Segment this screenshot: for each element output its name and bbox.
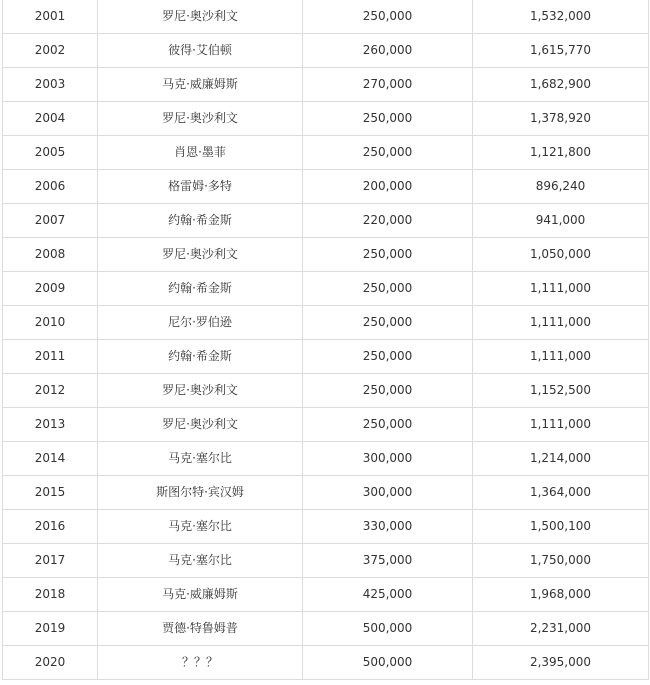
prize-cell: 375,000 [303,544,473,578]
year-cell: 2011 [3,340,98,374]
year-cell: 2018 [3,578,98,612]
total-purse-cell: 1,111,000 [473,408,649,442]
prize-table [2,0,649,680]
prize-cell: 200,000 [303,170,473,204]
table-row [3,170,649,204]
total-purse-cell: 1,152,500 [473,374,649,408]
year-cell: 2014 [3,442,98,476]
prize-cell: 300,000 [303,442,473,476]
total-purse-cell: 1,532,000 [473,0,649,34]
year-cell: 2010 [3,306,98,340]
table-row [3,0,649,34]
prize-cell: 330,000 [303,510,473,544]
table-row [3,34,649,68]
prize-cell: 425,000 [303,578,473,612]
total-purse-cell: 1,682,900 [473,68,649,102]
champion-cell: ？？？ [98,646,303,680]
prize-cell: 500,000 [303,612,473,646]
champion-cell: 贾德·特鲁姆普 [98,612,303,646]
champion-cell: 马克·威廉姆斯 [98,578,303,612]
table-row [3,272,649,306]
year-cell: 2013 [3,408,98,442]
table-body [3,0,649,680]
total-purse-cell: 896,240 [473,170,649,204]
prize-cell: 250,000 [303,272,473,306]
prize-cell: 250,000 [303,102,473,136]
total-purse-cell: 2,395,000 [473,646,649,680]
total-purse-cell: 1,111,000 [473,272,649,306]
year-cell: 2004 [3,102,98,136]
total-purse-cell: 1,750,000 [473,544,649,578]
table-row [3,646,649,680]
table-row [3,578,649,612]
champion-cell: 格雷姆·多特 [98,170,303,204]
year-cell: 2015 [3,476,98,510]
prize-cell: 250,000 [303,306,473,340]
prize-cell: 250,000 [303,0,473,34]
table-row [3,442,649,476]
year-cell: 2009 [3,272,98,306]
champion-cell: 马克·塞尔比 [98,544,303,578]
champion-cell: 罗尼·奥沙利文 [98,0,303,34]
table-row [3,136,649,170]
total-purse-cell: 1,364,000 [473,476,649,510]
champion-cell: 约翰·希金斯 [98,272,303,306]
table-row [3,306,649,340]
table-row [3,102,649,136]
year-cell: 2008 [3,238,98,272]
prize-cell: 250,000 [303,374,473,408]
table-row [3,408,649,442]
year-cell: 2006 [3,170,98,204]
total-purse-cell: 1,121,800 [473,136,649,170]
year-cell: 2019 [3,612,98,646]
total-purse-cell: 1,111,000 [473,306,649,340]
total-purse-cell: 1,050,000 [473,238,649,272]
champion-cell: 彼得·艾伯顿 [98,34,303,68]
prize-cell: 260,000 [303,34,473,68]
year-cell: 2002 [3,34,98,68]
table-row [3,204,649,238]
prize-cell: 220,000 [303,204,473,238]
table-row [3,374,649,408]
prize-cell: 250,000 [303,136,473,170]
total-purse-cell: 1,968,000 [473,578,649,612]
prize-cell: 250,000 [303,408,473,442]
prize-cell: 500,000 [303,646,473,680]
total-purse-cell: 1,500,100 [473,510,649,544]
champion-cell: 罗尼·奥沙利文 [98,374,303,408]
year-cell: 2001 [3,0,98,34]
champion-cell: 罗尼·奥沙利文 [98,102,303,136]
total-purse-cell: 1,615,770 [473,34,649,68]
table-row [3,612,649,646]
champion-cell: 马克·塞尔比 [98,442,303,476]
champion-cell: 约翰·希金斯 [98,204,303,238]
champion-cell: 约翰·希金斯 [98,340,303,374]
champion-cell: 马克·威廉姆斯 [98,68,303,102]
prize-cell: 270,000 [303,68,473,102]
table-row [3,476,649,510]
year-cell: 2017 [3,544,98,578]
year-cell: 2003 [3,68,98,102]
champion-cell: 罗尼·奥沙利文 [98,408,303,442]
table-row [3,238,649,272]
year-cell: 2007 [3,204,98,238]
table-row [3,544,649,578]
champion-cell: 斯图尔特·宾汉姆 [98,476,303,510]
champion-cell: 尼尔·罗伯逊 [98,306,303,340]
total-purse-cell: 1,378,920 [473,102,649,136]
total-purse-cell: 1,111,000 [473,340,649,374]
total-purse-cell: 941,000 [473,204,649,238]
prize-cell: 250,000 [303,340,473,374]
table-row [3,68,649,102]
total-purse-cell: 2,231,000 [473,612,649,646]
champion-cell: 肖恩·墨菲 [98,136,303,170]
total-purse-cell: 1,214,000 [473,442,649,476]
year-cell: 2005 [3,136,98,170]
year-cell: 2016 [3,510,98,544]
year-cell: 2020 [3,646,98,680]
prize-table-container [2,0,648,680]
year-cell: 2012 [3,374,98,408]
champion-cell: 马克·塞尔比 [98,510,303,544]
prize-cell: 300,000 [303,476,473,510]
table-row [3,510,649,544]
champion-cell: 罗尼·奥沙利文 [98,238,303,272]
table-row [3,340,649,374]
prize-cell: 250,000 [303,238,473,272]
